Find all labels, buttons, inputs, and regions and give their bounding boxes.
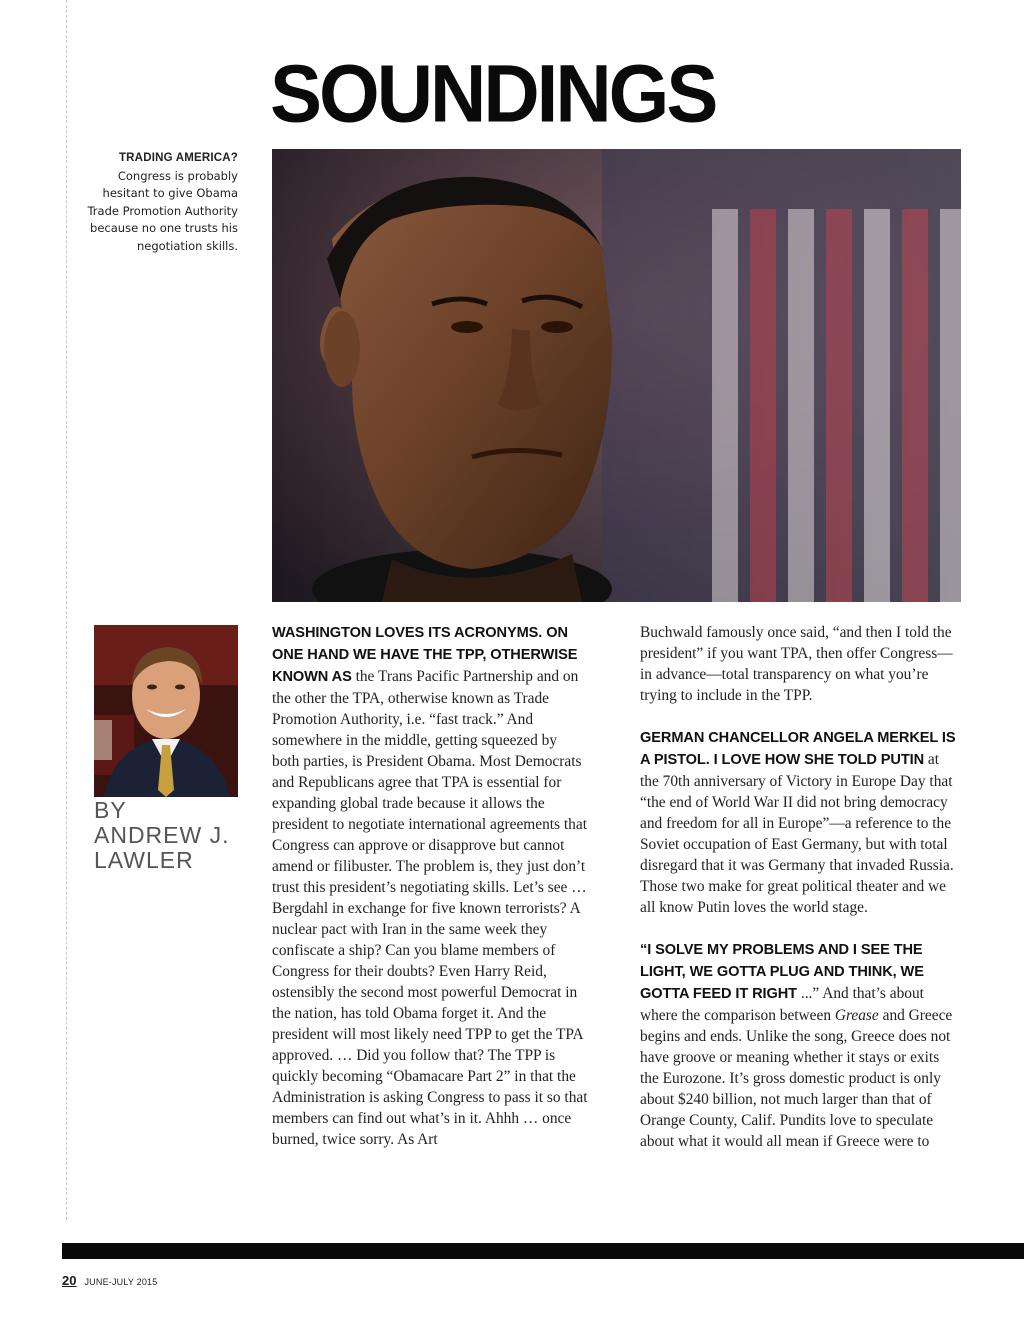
byline-name-line2: LAWLER <box>94 847 194 873</box>
article-paragraph-1 <box>272 622 588 1150</box>
song-title: Grease <box>834 1007 879 1024</box>
photo-caption <box>80 150 238 256</box>
page-folio <box>62 1272 157 1290</box>
issue-date: JUNE-JULY 2015 <box>84 1277 158 1287</box>
paragraph-body: the Trans Pacific Partnership and on the other the TPA, otherwise known as Trade Promotion Authority, i.e. “fast track.” And somewhere in the middle, getting squeezed by both parties, is President Obama. Most Democrats and Republicans agree that TPA is essential for expanding global trade because it allows the president to negotiate international agreements that Congress can approve or disapprove but cannot amend or filibuster. The problem is, they just don’t trust this president’s negotiating skills. Let’s see … Bergdahl in exchange for five known terrorists? A nuclear pact with Iran in the same week they confiscate a ship? Can you blame members of Congress for their doubts? Even Harry Reid, ostensibly the second most powerful Democrat in the nation, has told Obama forget it. And the president will most likely need TPP to get the TPA approved. … Did you follow that? The TPP is quickly becoming “Obamacare Part 2” in that the Administration is asking Congress to pass it so that members can find out what’s in it. Ahhh … once burned, twice sorry. As Art <box>272 668 588 1148</box>
section-title: SOUNDINGS <box>270 46 716 140</box>
margin-guide-line <box>66 0 67 1220</box>
article-paragraph-1-continued: Buchwald famously once said, “and then I told the president” if you want TPA, then offer Congress—in advance—total transparency on what you’re trying to include in the TPP. <box>640 624 953 704</box>
lead-photo <box>272 149 961 602</box>
paragraph-body: and Greece begins and ends. Unlike the song, Greece does not have groove or meaning whether it stays or exits the Eurozone. It’s gross domestic product is only about $240 billion, not much larger than that of Orange County, Calif. Pundits love to speculate about what it would all mean if Greece were to <box>640 1007 953 1150</box>
paragraph-body: ...” And that’s about where the comparison between <box>640 985 924 1024</box>
article-column-2 <box>640 622 958 1173</box>
author-byline <box>94 798 254 873</box>
article-column-1 <box>272 622 588 1171</box>
caption-headline: TRADING AMERICA? <box>118 152 238 164</box>
page-number: 20 <box>62 1273 77 1288</box>
footer-bar <box>62 1243 1024 1259</box>
paragraph-lead-in: WASHINGTON LOVES ITS ACRONYMS. ON ONE HAND WE HAVE THE TPP, OTHERWISE KNOWN AS <box>272 625 578 685</box>
byline-name-line1: ANDREW J. <box>94 822 230 848</box>
paragraph-lead-in: GERMAN CHANCELLOR ANGELA MERKEL IS A PISTOL. I LOVE HOW SHE TOLD PUTIN <box>640 730 956 768</box>
caption-text: Congress is probably hesitant to give Obama Trade Promotion Authority because no one trusts his negotiation skills. <box>87 168 238 253</box>
author-photo <box>94 625 238 797</box>
article-paragraph-3 <box>640 939 958 1152</box>
paragraph-body: at the 70th anniversary of Victory in Europe Day that “the end of World War II did not bring democracy and freedom for all in Europe”—a reference to the Soviet occupation of East Germany, but with total disregard that it was Germany that invaded Russia. Those two make for great political theater and we all know Putin loves the world stage. <box>640 751 954 916</box>
byline-by: BY <box>94 797 127 823</box>
paragraph-lead-in: “I SOLVE MY PROBLEMS AND I SEE THE LIGHT, WE GOTTA PLUG AND THINK, WE GOTTA FEED IT RIGHT <box>640 942 924 1002</box>
article-paragraph-2 <box>640 727 958 918</box>
